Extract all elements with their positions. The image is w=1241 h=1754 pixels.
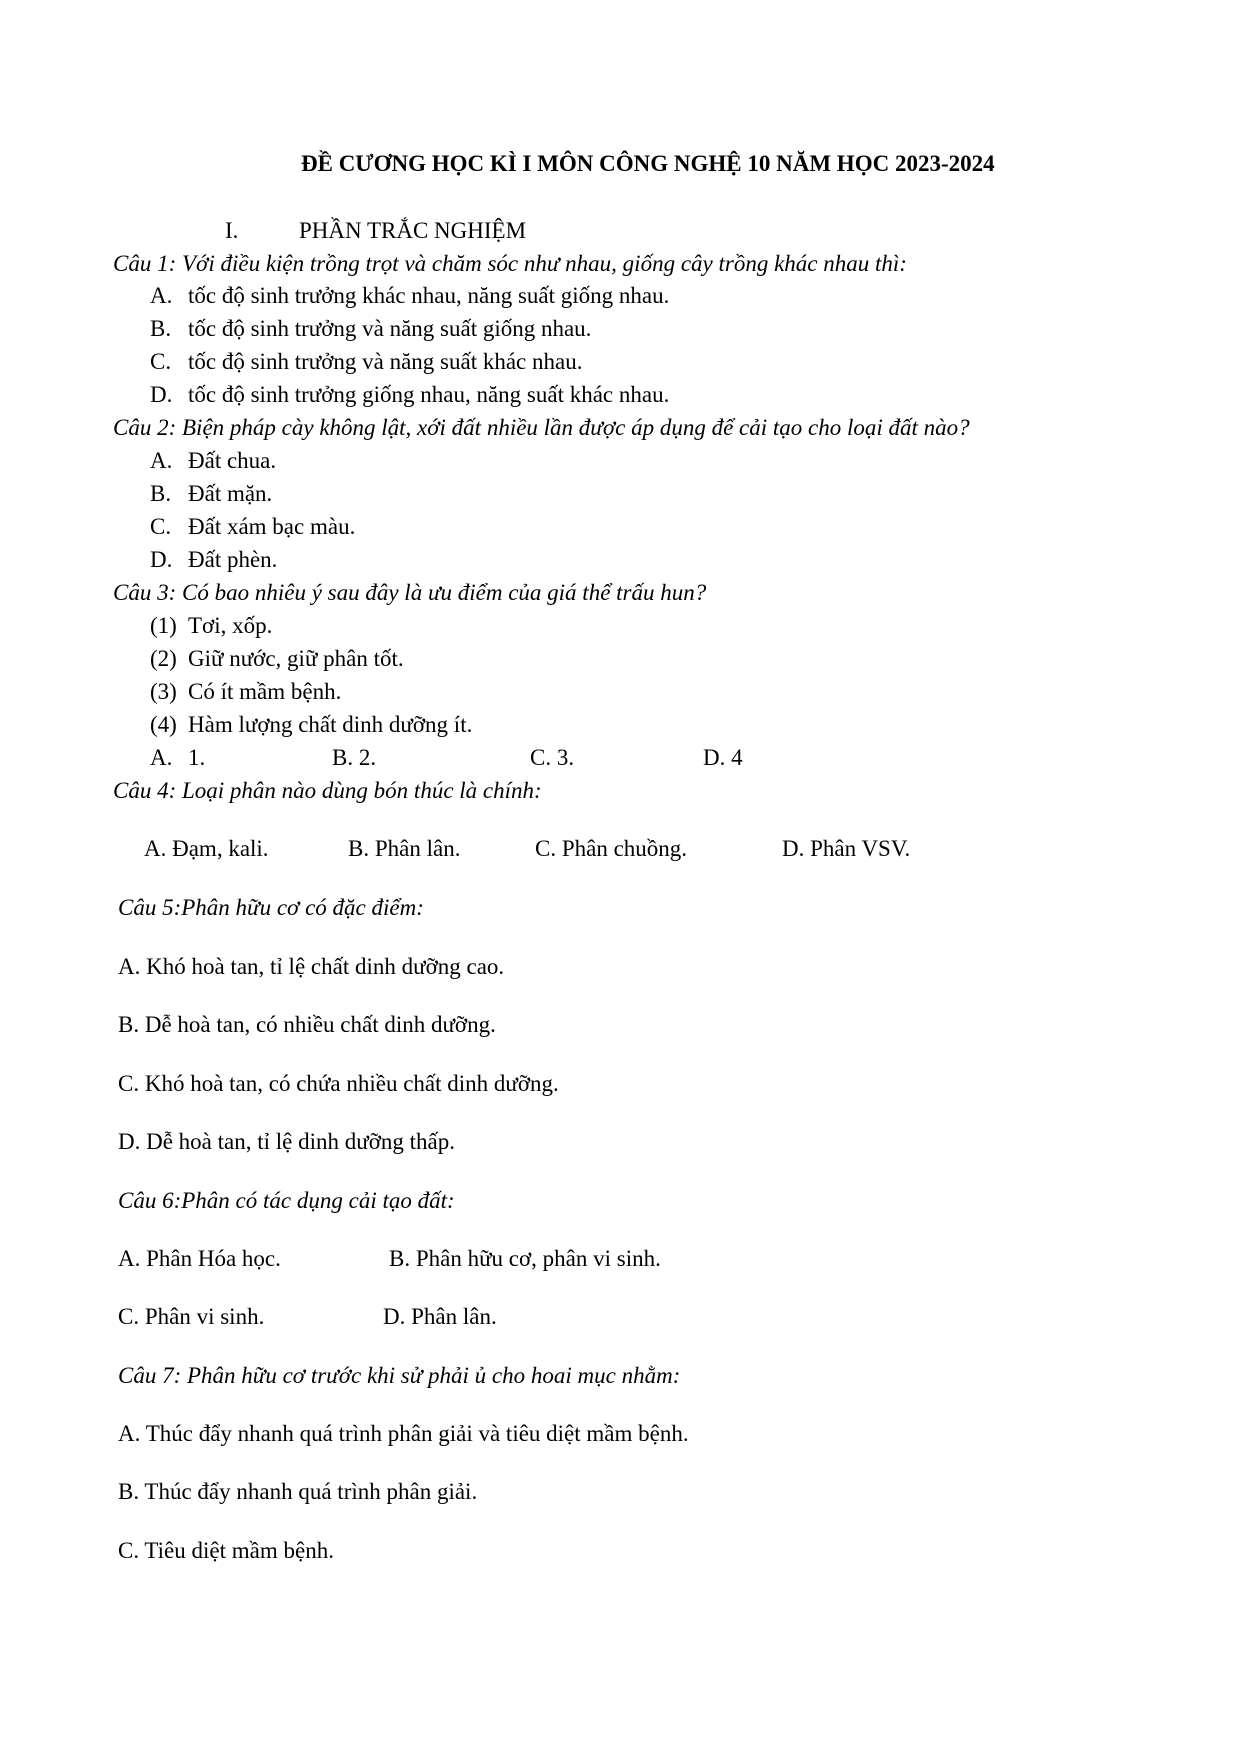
q2-option-a-text: Đất chua. <box>188 448 277 473</box>
q1-option-a-text: tốc độ sinh trưởng khác nhau, năng suất giống nhau. <box>188 283 670 308</box>
q1-option-a-letter: A. <box>150 283 173 308</box>
q6-option-b: B. Phân hữu cơ, phân vi sinh. <box>389 1246 661 1271</box>
q2-option-c-text: Đất xám bạc màu. <box>188 514 356 539</box>
q1-option-c-letter: C. <box>150 349 172 374</box>
question-7-text: Câu 7: Phân hữu cơ trước khi sử phải ủ cho hoai mục nhằm: <box>118 1363 681 1388</box>
q5-option-c: C. Khó hoà tan, có chứa nhiều chất dinh dưỡng. <box>118 1071 559 1096</box>
q7-option-c: C. Tiêu diệt mầm bệnh. <box>118 1538 334 1563</box>
q7-option-a: A. Thúc đẩy nhanh quá trình phân giải và tiêu diệt mầm bệnh. <box>118 1421 689 1446</box>
q3-statement-4-text: Hàm lượng chất dinh dưỡng ít. <box>188 712 473 737</box>
q2-option-a-letter: A. <box>150 448 173 473</box>
q1-option-d-letter: D. <box>150 382 173 407</box>
q3-statement-2-num: (2) <box>150 646 177 671</box>
q3-answer-d: D. 4 <box>703 745 743 770</box>
q3-answer-a-text: 1. <box>188 745 206 770</box>
q5-option-a: A. Khó hoà tan, tỉ lệ chất dinh dưỡng cao. <box>118 954 505 979</box>
q1-option-c-text: tốc độ sinh trưởng và năng suất khác nhau. <box>188 349 583 374</box>
q3-answer-a-letter: A. <box>150 745 173 770</box>
q6-option-a: A. Phân Hóa học. <box>118 1246 281 1271</box>
q2-option-c-letter: C. <box>150 514 172 539</box>
q5-option-b: B. Dễ hoà tan, có nhiều chất dinh dưỡng. <box>118 1012 496 1037</box>
q2-option-b-letter: B. <box>150 481 172 506</box>
q3-statement-4-num: (4) <box>150 712 177 737</box>
q1-option-b-text: tốc độ sinh trưởng và năng suất giống nhau. <box>188 316 592 341</box>
q7-option-b: B. Thúc đẩy nhanh quá trình phân giải. <box>118 1479 478 1504</box>
q4-option-a: A. Đạm, kali. <box>144 836 269 861</box>
q5-option-d: D. Dễ hoà tan, tỉ lệ dinh dưỡng thấp. <box>118 1129 455 1154</box>
q3-statement-1-text: Tơi, xốp. <box>188 613 273 638</box>
section-heading: PHẦN TRẮC NGHIỆM <box>299 218 527 243</box>
q3-statement-3-text: Có ít mầm bệnh. <box>188 679 342 704</box>
q4-option-c: C. Phân chuồng. <box>535 836 688 861</box>
section-number: I. <box>225 218 239 243</box>
q3-statement-2-text: Giữ nước, giữ phân tốt. <box>188 646 404 671</box>
q4-option-b: B. Phân lân. <box>348 836 461 861</box>
q3-answer-c: C. 3. <box>530 745 575 770</box>
q6-option-d: D. Phân lân. <box>383 1304 497 1329</box>
q2-option-b-text: Đất mặn. <box>188 481 273 506</box>
q1-option-b-letter: B. <box>150 316 172 341</box>
q3-statement-3-num: (3) <box>150 679 177 704</box>
question-5-text: Câu 5:Phân hữu cơ có đặc điểm: <box>118 895 424 920</box>
question-4-text: Câu 4: Loại phân nào dùng bón thúc là chính: <box>113 778 542 803</box>
question-6-text: Câu 6:Phân có tác dụng cải tạo đất: <box>118 1188 455 1213</box>
q3-answer-b: B. 2. <box>332 745 377 770</box>
q1-option-d-text: tốc độ sinh trưởng giống nhau, năng suất khác nhau. <box>188 382 670 407</box>
question-1-text: Câu 1: Với điều kiện trồng trọt và chăm sóc như nhau, giống cây trồng khác nhau thì: <box>113 251 907 276</box>
q4-option-d: D. Phân VSV. <box>782 836 911 861</box>
q2-option-d-text: Đất phèn. <box>188 547 278 572</box>
question-3-text: Câu 3: Có bao nhiêu ý sau đây là ưu điểm của giá thể trấu hun? <box>113 580 707 605</box>
question-2-text: Câu 2: Biện pháp cày không lật, xới đất nhiều lần được áp dụng để cải tạo cho loại đất nào? <box>113 415 970 440</box>
q2-option-d-letter: D. <box>150 547 173 572</box>
document-title: ĐỀ CƯƠNG HỌC KÌ I MÔN CÔNG NGHỆ 10 NĂM HỌC 2023-2024 <box>301 151 995 176</box>
q3-statement-1-num: (1) <box>150 613 177 638</box>
q6-option-c: C. Phân vi sinh. <box>118 1304 265 1329</box>
